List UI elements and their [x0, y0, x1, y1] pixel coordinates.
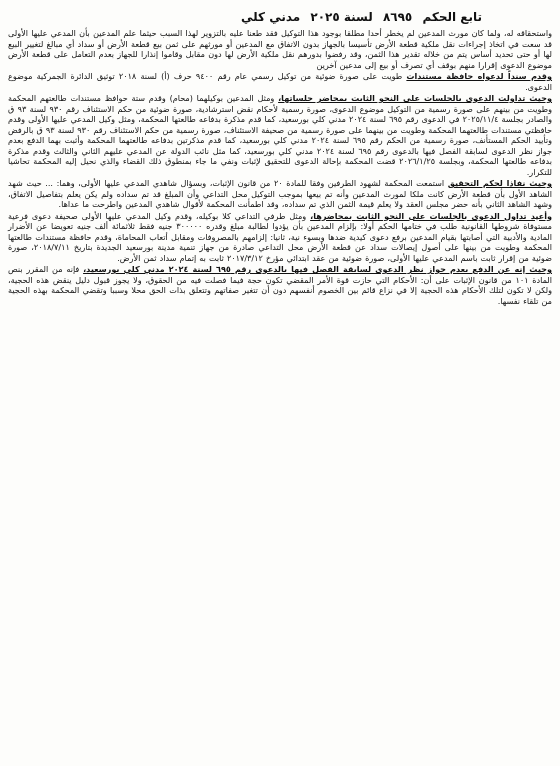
paragraph-2-lead: وقدم سنداً لدعواه حافظة مستندات [406, 71, 553, 81]
paragraph-2 [8, 71, 552, 92]
paragraph-1 [8, 28, 552, 70]
paragraph-4 [8, 178, 552, 210]
header-court-type: مدني كلي [241, 10, 301, 24]
document-body [8, 28, 552, 760]
paragraph-5-lead: وأعيد تداول الدعوى بالجلسات على النحو الثابت بمحاضرها، [310, 210, 553, 221]
page-header [170, 10, 482, 30]
paragraph-3 [8, 93, 552, 177]
paragraph-6-lead: وحيث إنه عن الدفع بعدم جواز نظر الدعوى لسابقة الفصل فيها بالدعوى رقم ٦٩٥ لسنة ٢٠٢٤ مدني كلي بورسعيد، [83, 264, 552, 274]
paragraph-3-lead: وحيث تداولت الدعوى بالجلسات على النحو الثابت بمحاضر جلساتها، [278, 93, 552, 103]
paragraph-1-text: واستحقاقه له، ولما كان مورث المدعين لم يخطر أحدا مطلقا بوجود هذا التوكيل فقد طعنا عليه بالتزوير لهذا السبب حيثما علم المدعين بأن المدعي عليها الأولى قد سعت في اتخاذ إجراءات نقل ملكية قطعة الأرض تأسيسا بالجهاز بدون الاتفاق مع المدعين أو مورثهم على ثمن بيع قطعة الأرض أو سداد أي مبالغ لتغيير البيع لها أو حتى تحديد أساس يتم من خلاله تقدير هذا الثمن، وقد رفضوا بدورهم نقل ملكية الأرض لها دون مقابل وقاموا إنذارا للجهاز بعدم التعامل على قطعة الأرض موضوع الدعوى إقرارا منهم بوقف أي تصرف أو بيع إلى مدعين آخرين [8, 28, 552, 70]
paragraph-5-text: ومثل طرفي التداعي كلا بوكيله، وقدم وكيل المدعي عليها الأولى صحيفة دعوى فرعية مستوفاة شروطها القانونية طلب في ختامها الحكم أولا: بإلزام المدعين بأن يؤدوا لطالبة مبلغ وقدره ٣٠٠٠٠٠ جنيه فقط ثلاثمائة ألف جنيه تعويضا عن الأضرار المادية والأدبية التي أصابتها بقيام المدعين برفع دعوى كيدية ضدها وبسوء نية، ثانيا: إلزامهم بالمصروفات ومقابل أتعاب المحاماة، وقدم حافظة مستندات طالعتها المحكمة وطويت من بينها على أصول إيصالات سداد عن قطعة الأرض محل التداعي صادرة من جهاز تنمية مدينة بورسعيد الجديدة بتاريخ ٢٠١٨/٧/١١، صورة ضوئية من إقرار ثابت باسم المدعي عليها الأولى، صورة ضوئية من عقد ابتدائي مؤرخ ٢٠١٧/٣/١٢ ثابت به إتمام سداد ثمن الأرض. [8, 210, 552, 263]
paragraph-5 [8, 211, 552, 264]
paragraph-4-text: استمعت المحكمة لشهود الطرفين وفقا للمادة ٢٠ من قانون الإثبات، وبسؤال شاهدي المدعي عليها الأولى، وهما: ... حيث شهد الشاهد الأول بأن قطعة الأرض كانت ملكا لمورث المدعين وأنه تم بيعها بموجب التوكيل محل التداعي وأن المبلغ قد تم سداده ولم يكن يعلم بتفاصيل الاتفاق، وشهد الشاهد الثاني بأنه حضر مجلس العقد ولا يعلم قيمة الثمن الذي تم سداده، وقد اطمأنت المحكمة لأقوال شاهدي المدعين واطرحت ما عداها. [8, 178, 552, 209]
header-case-number: ٨٦٩٥ [382, 10, 413, 24]
paragraph-2-text: طويت على صورة ضوئية من توكيل رسمي عام رقم ٩٤٠٠ حرف (أ) لسنة ٢٠١٨ توثيق الدائرة الجمركية موضوع الدعوى. [8, 71, 552, 92]
paragraph-6 [8, 264, 552, 306]
header-title-prefix: تابع الحكم [422, 10, 482, 24]
paragraph-4-lead: وحيث نفاذا لحكم التحقيق [447, 178, 553, 188]
header-year: لسنة ٢٠٢٥ [310, 10, 373, 24]
paragraph-6-text: فإنه من المقرر بنص المادة ١٠١ من قانون الإثبات على أن: الأحكام التي حازت قوة الأمر المقضي تكون حجة فيما فصلت فيه من الحقوق، ولا يجوز قبول دليل ينقض هذه الحجية، ولكن لا تكون لتلك الأحكام هذه الحجية إلا في نزاع قائم بين الخصوم أنفسهم دون أن تتغير صفاتهم وتتعلق بذات الحق محلا وسببا وتقضي المحكمة بهذه الحجية من تلقاء نفسها. [8, 264, 553, 306]
paragraph-3-text: ومثل المدعين بوكيلهما (محام) وقدم ستة حوافظ مستندات طالعتهم المحكمة وطويت من بينهم على صورة رسمية من التوكيل موضوع الدعوى، صورة رسمية لأحكام نقض استرشادية، صورة ضوئية من حكم الاستئناف رقم ٩٣٠ لسنة ٩٣ ق والصادر بجلسة ٢٠٢٥/١١/٤ في الدعوى رقم ٦٩٥ لسنة ٢٠٢٤ مدني كلي بورسعيد، كما قدم مذكرة بدفاعه طالعتها المحكمة، ومثل وكيل المدعي عليها الأولى وقدم حافظتي مستندات طالعتهما المحكمة وطويت من بينهما على صورة رسمية من صحيفة الاستئناف، صورة رسمية من حكم الاستئناف رقم ٩٣٠ لسنة ٩٣ ق بالرفض وتأييد الحكم المستأنف، صورة رسمية من الحكم رقم ٦٩٥ لسنة ٢٠٢٤ مدني كلي بورسعيد، كما قدم مذكرتين بدفاعه طالعتهما المحكمة وأثبت بهما الدفع بعدم جواز نظر الدعوى لسابقة الفصل فيها بالدعوى رقم ٦٩٥ لسنة ٢٠٢٤ مدني كلي بورسعيد، كما مثل نائب الدولة عن المدعي عليهم الثاني والثالث وقدم مذكرة بدفاعه طالعتها المحكمة، وبجلسة ٢٠٢٦/١/٢٥ قضت المحكمة بإحالة الدعوى للتحقيق لإثبات ونفي ما جاء بمنطوق ذلك القضاء والذي نحيل إليه المحكمة تحاشيا للتكرار. [8, 93, 553, 177]
